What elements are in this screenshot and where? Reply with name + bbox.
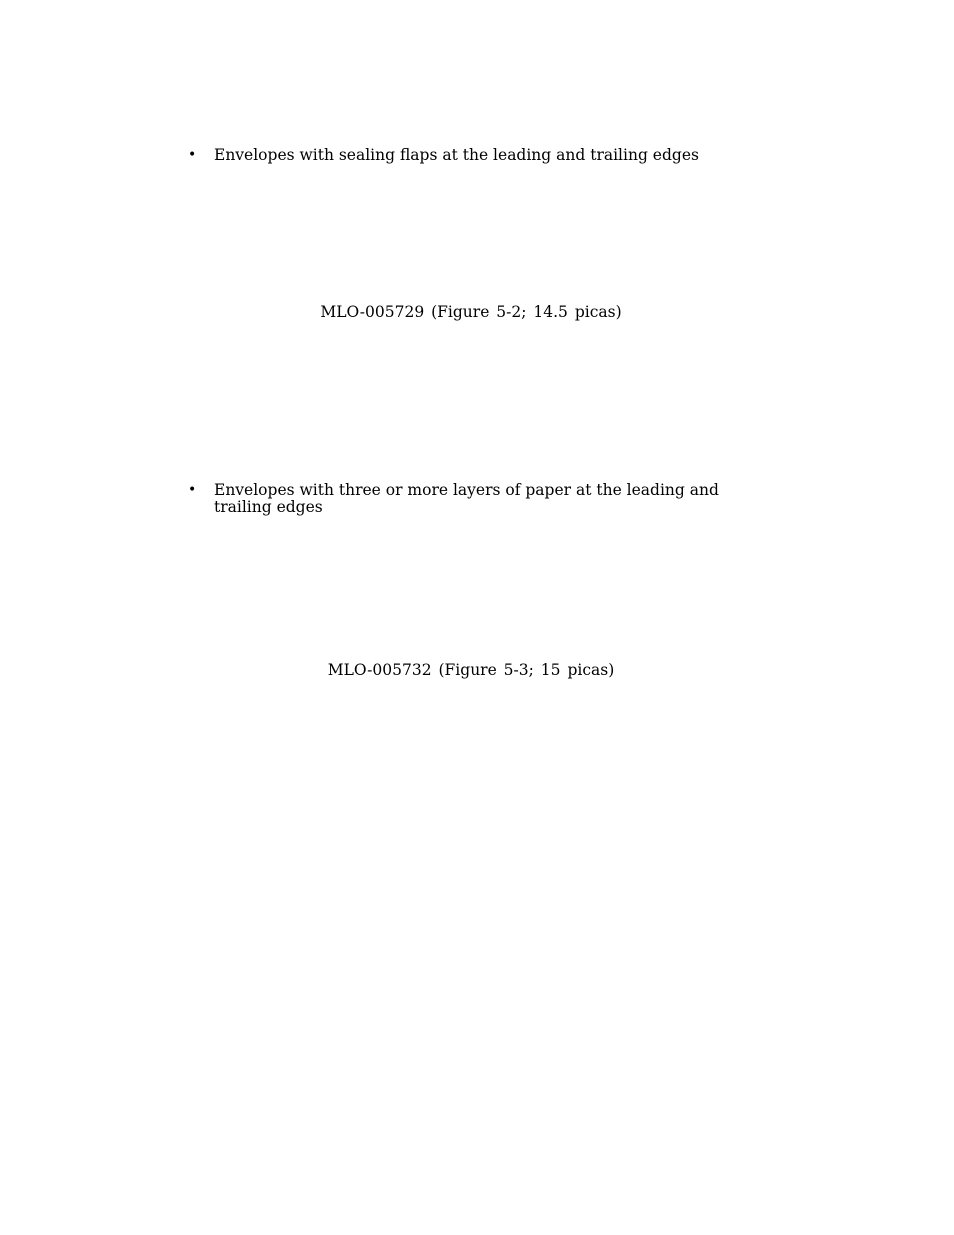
bullet-marker: •: [188, 482, 197, 498]
figure-placeholder-5-3: MLO-005732 (Figure 5-3; 15 picas): [327, 661, 615, 679]
bullet-marker: •: [188, 147, 197, 163]
figure-placeholder-5-2: MLO-005729 (Figure 5-2; 14.5 picas): [320, 303, 622, 321]
list-item-text: Envelopes with sealing flaps at the leading and trailing edges: [214, 146, 699, 164]
list-item-text: Envelopes with three or more layers of paper at the leading and trailing edges: [214, 481, 719, 516]
